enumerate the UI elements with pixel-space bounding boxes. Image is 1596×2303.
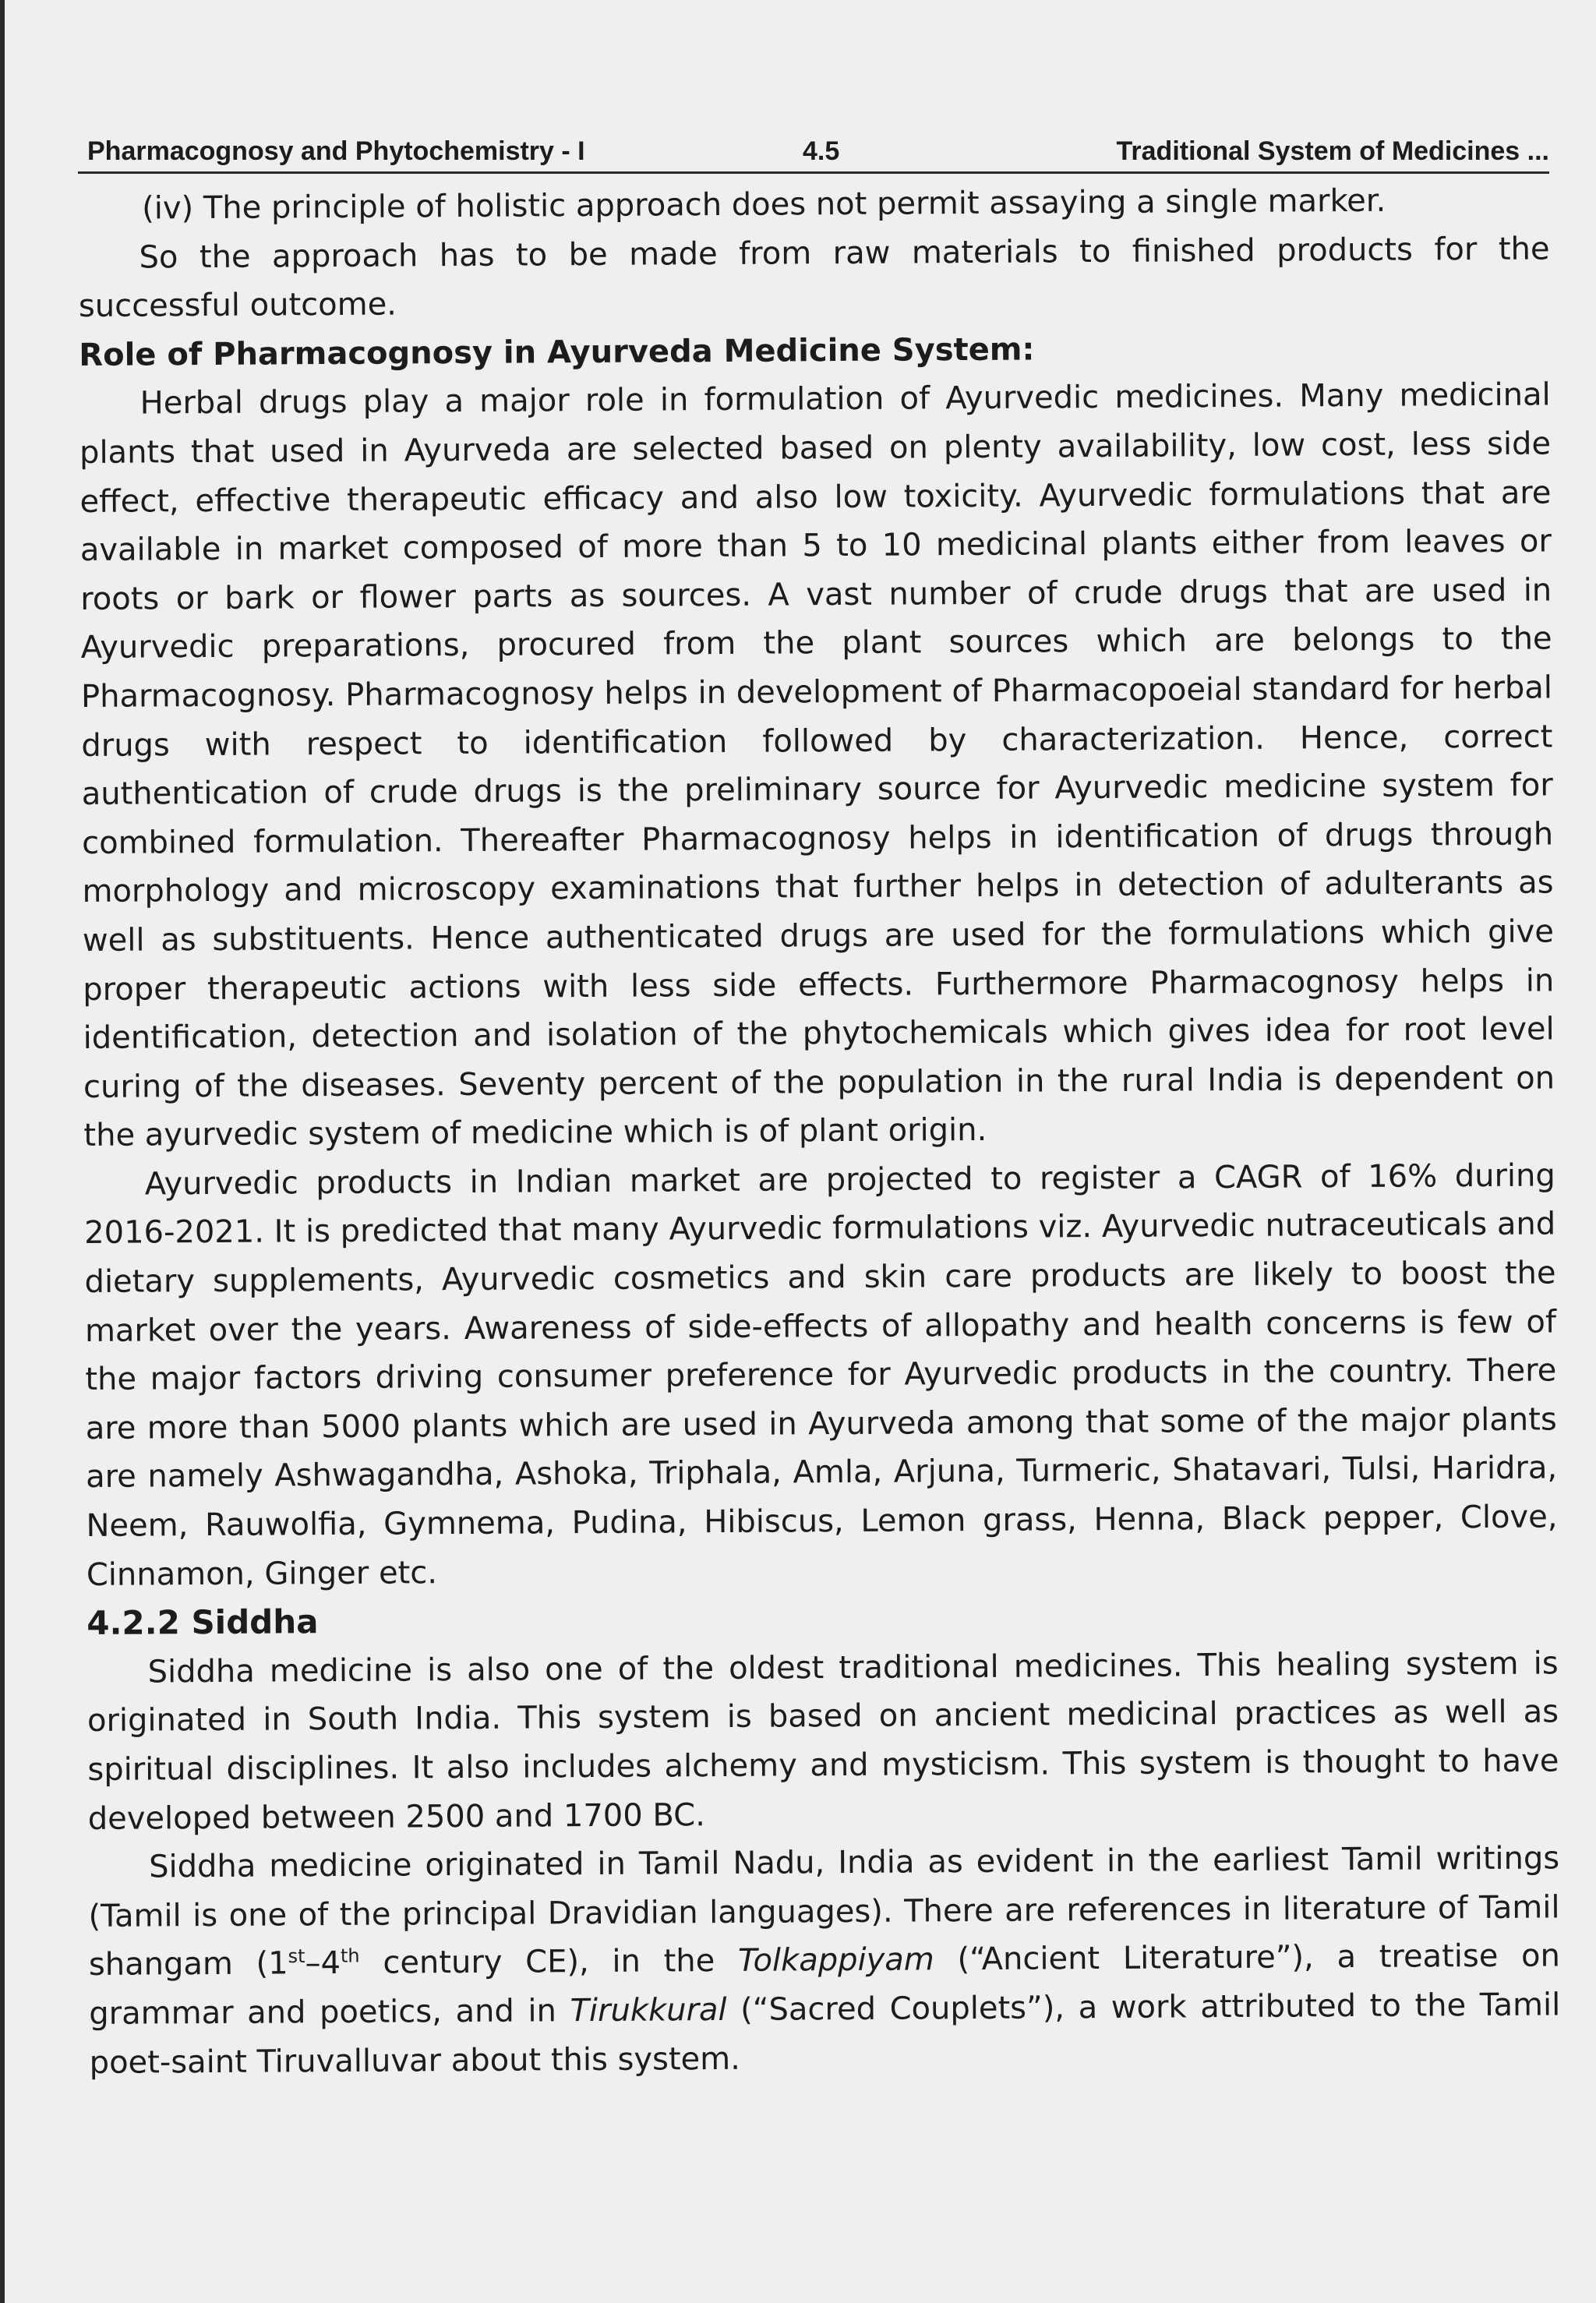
siddha-heading: 4.2.2 Siddha	[87, 1602, 319, 1643]
book-page	[78, 125, 1561, 2087]
work-title-tolkappiyam: Tolkappiyam	[737, 1941, 934, 1980]
siddha-text-part3: (“Ancient Literature”), a treatise on grammar and poetics, and in	[89, 1937, 1561, 2032]
header-book-title: Pharmacognosy and Phytochemistry - I	[87, 136, 585, 166]
scan-edge	[0, 0, 5, 2303]
siddha-text-part2: century CE), in the	[359, 1943, 739, 1982]
work-title-tirukkural: Tirukkural	[570, 1991, 727, 2029]
page-body	[78, 175, 1561, 2087]
approach-paragraph: So the approach has to be made from raw materials to finished products for the successful outcome.	[78, 231, 1550, 325]
siddha-paragraph-2	[88, 1835, 1561, 2087]
superscript-th: th	[340, 1944, 360, 1968]
header-chapter-title: Traditional System of Medicines ...	[1116, 136, 1549, 166]
role-heading: Role of Pharmacognosy in Ayurveda Medicine System:	[79, 331, 1035, 373]
siddha-text-part4: (“Sacred Couplets”), a work attributed to the Tamil poet-saint Tiruvalluvar about this system.	[89, 1987, 1561, 2081]
siddha-text-dash: –4	[305, 1945, 341, 1982]
role-paragraph-1: Herbal drugs play a major role in formulation of Ayurvedic medicines. Many medicinal plants that used in Ayurveda are selected based on plenty availability, low cost, less side effect, effective therapeutic efficacy and also low toxicity. Ayurvedic formulations that are available in market composed of more than 5 to 10 medicinal plants either from leaves or roots or bark or flower parts as sources. A vast number of crude drugs that are used in Ayurvedic preparations, procured from the plant sources which are belongs to the Pharmacognosy. Pharmacognosy helps in development of Pharmacopoeial standard for herbal drugs with respect to identification followed by characterization. Hence, correct authentication of crude drugs is the preliminary source for Ayurvedic medicine system for combined formulation. Thereafter Pharmacognosy helps in identification of drugs through morphology and microscopy examinations that further helps in detection of adulterants as well as substituents. Hence authenticated drugs are used for the formulations which give proper therapeutic actions with less side effects. Furthermore Pharmacognosy helps in identification, detection and isolation of the phytochemicals which gives idea for root level curing of the diseases. Seventy percent of the population in the rural India is dependent on the ayurvedic system of medicine which is of plant origin.	[79, 376, 1555, 1154]
header-page-number: 4.5	[803, 136, 840, 166]
role-paragraph-2: Ayurvedic products in Indian market are projected to register a CAGR of 16% during 2016-2021. It is predicted that many Ayurvedic formulations viz. Ayurvedic nutraceuticals and dietary supplements, Ayurvedic cosmetics and skin care products are likely to boost the market over the years. Awareness of side-effects of allopathy and health concerns is few of the major factors driving consumer preference for Ayurvedic products in the country. There are more than 5000 plants which are used in Ayurveda among that some of the major plants are namely Ashwagandha, Ashoka, Triphala, Amla, Arjuna, Turmeric, Shatavari, Tulsi, Haridra, Neem, Rauwolfia, Gymnema, Pudina, Hibiscus, Lemon grass, Henna, Black pepper, Clove, Cinnamon, Ginger etc.	[84, 1157, 1558, 1593]
list-item-text: The principle of holistic approach does not permit assaying a single marker.	[203, 182, 1386, 227]
list-item-iv	[78, 175, 1549, 233]
siddha-paragraph-1: Siddha medicine is also one of the oldest traditional medicines. This healing system is originated in South India. This system is based on ancient medicinal practices as well as spiritual disciplines. It also includes alchemy and mysticism. This system is thought to have developed between 2500 and 1700 BC.	[87, 1645, 1559, 1837]
superscript-st: st	[288, 1945, 305, 1968]
running-header	[78, 125, 1549, 174]
siddha-text-part1: Siddha medicine originated in Tamil Nadu, India as evident in the earliest Tamil writings (Tamil is one of the principal Dravidian languages). There are references in literature of Tamil shangam (1	[88, 1840, 1560, 1983]
list-marker: (iv)	[142, 190, 194, 227]
